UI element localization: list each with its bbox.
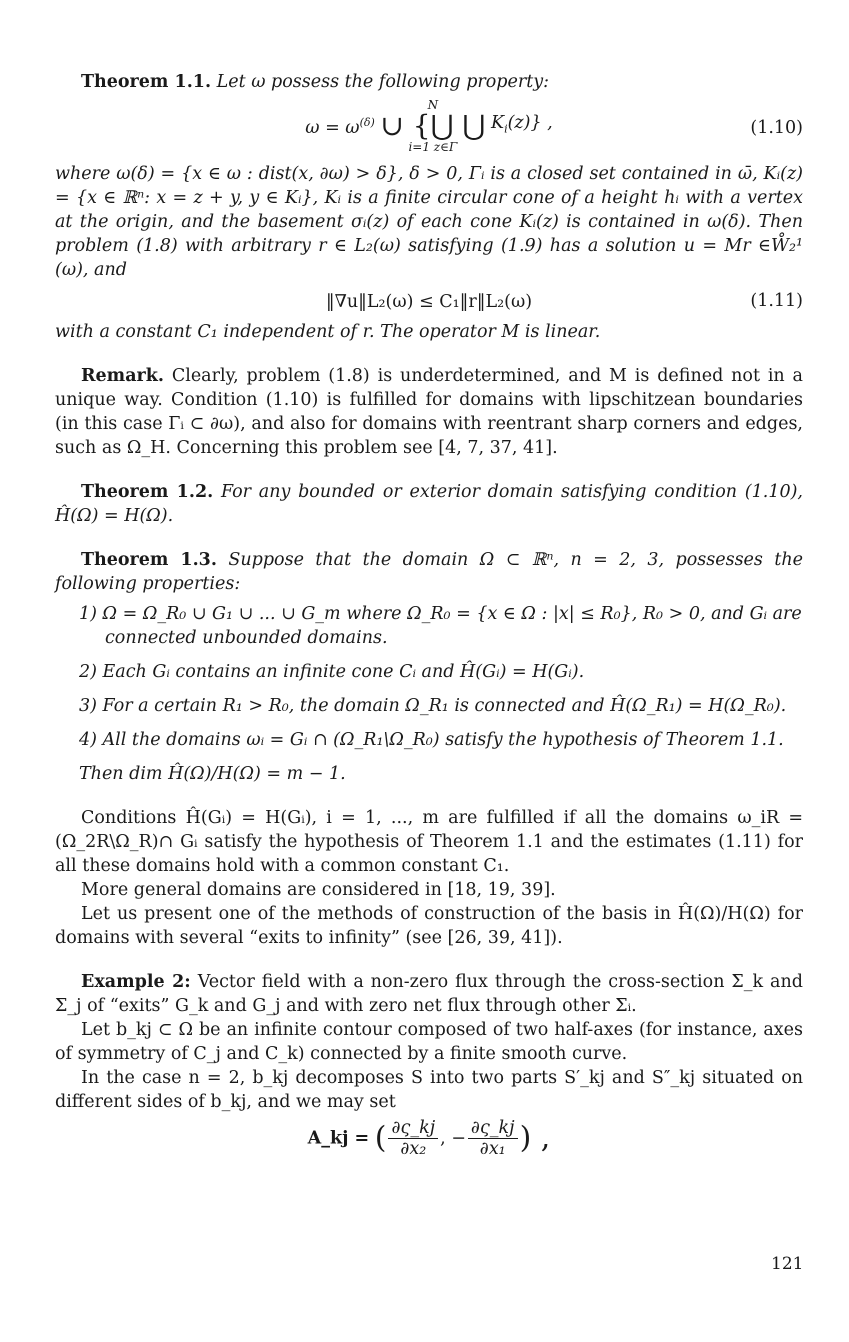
eq-1-10-union-symbols: ∪ {⋃ ⋃ xyxy=(380,109,486,142)
theorem-1-1-body: where ω(δ) = {x ∈ ω : dist(x, ∂ω) > δ}, δ > 0, Γᵢ is a closed set contained in ω̄, Kᵢ(z) = {x ∈ ℝⁿ: x = z + y, y ∈ Kᵢ}, Kᵢ is a finite circular cone of a height hᵢ with a vertex at the origin, and the basement σᵢ(z) of each cone Kᵢ(z) is contained in ω(δ). Then problem (1.8) with arbitrary r ∈ L₂(ω) satisfying (1.9) has a solution u = Mr ∈W̊₂¹ (ω), and xyxy=(55,164,803,280)
conditions-paragraph: Conditions Ĥ(Gᵢ) = H(Gᵢ), i = 1, ..., m are fulfilled if all the domains ω_iR = (Ω_2R\Ω_R)∩ Gᵢ satisfy the hypothesis of Theorem 1.1 and the estimates (1.11) for all these domains hold with a common constant C₁. xyxy=(55,808,803,876)
example-2 xyxy=(55,970,803,1018)
list-item: 4) All the domains ωᵢ = Gᵢ ∩ (Ω_R₁\Ω_R₀) satisfy the hypothesis of Theorem 1.1. xyxy=(79,730,784,750)
theorem-1-2-heading: Theorem 1.2. xyxy=(81,482,214,502)
general-domains-paragraph: More general domains are considered in [18, 19, 39]. xyxy=(81,880,556,900)
eq-1-10-rhs-tail: (z)} , xyxy=(507,112,553,133)
eq-1-10-lhs: ω = ω xyxy=(305,118,360,139)
theorem-1-1-heading: Theorem 1.1. xyxy=(81,72,212,92)
eq-A-kj-num2: ∂ς_kj xyxy=(468,1118,518,1139)
page-body xyxy=(55,70,803,1174)
example-2-heading: Example 2: xyxy=(81,972,191,992)
eq-1-10-sup: (δ) xyxy=(359,116,375,130)
equation-A-kj: A_kj = ( $\frac{\partial\varsigma\_kj}{\text{∂x₂}}$ , − $\frac{\partial\varsigma\_kj}{\text{∂x₁}}$ ) , xyxy=(307,1118,551,1159)
theorem-1-2 xyxy=(55,480,803,528)
eq-A-kj-num1: ∂ς_kj xyxy=(388,1118,438,1139)
remark-text: Clearly, problem (1.8) is underdetermined, and M is defined not in a unique way. Condition (1.10) is fulfilled for domains with lipschitzean boundaries (in this case Γᵢ ⊂ ∂ω), and also for domains with reentrant sharp corners and edges, such as Ω_H. Concerning this problem see [4, 7, 37, 41]. xyxy=(55,366,803,458)
eq-1-10-rhs: K xyxy=(490,112,505,133)
equation-1-10 xyxy=(55,98,803,158)
eq-1-11-number: (1.11) xyxy=(750,291,803,311)
eq-1-10-rhs-sub: i xyxy=(504,122,508,136)
eq-A-kj-den1: ∂x₂ xyxy=(400,1139,427,1159)
list-item: 3) For a certain R₁ > R₀, the domain Ω_R₁ is connected and Ĥ(Ω_R₁) = H(Ω_R₀). xyxy=(79,696,787,716)
equation-1-11 xyxy=(55,286,803,316)
theorem-1-2-text: For any bounded or exterior domain satisfying condition (1.10), Ĥ(Ω) = H(Ω). xyxy=(55,482,803,526)
theorem-1-3-list xyxy=(79,602,803,786)
theorem-1-1-intro: Let ω possess the following property: xyxy=(216,72,550,92)
remark-heading: Remark. xyxy=(81,366,164,386)
eq-1-10-number: (1.10) xyxy=(750,118,803,138)
theorem-1-1 xyxy=(55,70,803,94)
remark-paragraph xyxy=(55,364,803,460)
theorem-1-3 xyxy=(55,548,803,596)
example-2-text: Vector field with a non-zero flux through the cross-section Σ_k and Σ_j of “exits” G_k and G_j and with zero net flux through other Σᵢ. xyxy=(55,972,803,1016)
list-item: 2) Each Gᵢ contains an infinite cone Cᵢ and Ĥ(Gᵢ) = H(Gᵢ). xyxy=(79,662,585,682)
theorem-1-3-conclusion: Then dim Ĥ(Ω)/H(Ω) = m − 1. xyxy=(79,764,346,784)
example-2-contour-paragraph: Let b_kj ⊂ Ω be an infinite contour composed of two half-axes (for instance, axes of symmetry of C_j and C_k) connected by a finite smooth curve. xyxy=(55,1020,803,1064)
eq-1-11-body: ‖∇u‖L₂(ω) ≤ C₁‖r‖L₂(ω) xyxy=(325,292,533,312)
theorem-1-1-closing: with a constant C₁ independent of r. The operator M is linear. xyxy=(55,322,601,342)
eq-1-10-union-top: N xyxy=(427,98,439,112)
eq-A-kj-tail: ) , xyxy=(519,1120,551,1156)
basis-construction-paragraph: Let us present one of the methods of construction of the basis in Ĥ(Ω)/H(Ω) for domains with several “exits to infinity” (see [26, 39, 41]). xyxy=(55,904,803,948)
eq-A-kj-lhs: A_kj = xyxy=(307,1128,370,1149)
eq-1-10-union-bottom: i=1 z∈Γ xyxy=(408,140,458,154)
page-number: 121 xyxy=(771,1254,804,1274)
theorem-1-3-heading: Theorem 1.3. xyxy=(81,550,217,570)
list-item: 1) Ω = Ω_R₀ ∪ G₁ ∪ ... ∪ G_m where Ω_R₀ = {x ∈ Ω : |x| ≤ R₀}, R₀ > 0, and Gᵢ are connected unbounded domains. xyxy=(79,604,802,648)
eq-A-kj-den2: ∂x₁ xyxy=(479,1139,506,1159)
example-2-case-paragraph: In the case n = 2, b_kj decomposes S into two parts S′_kj and S″_kj situated on different sides of b_kj, and we may set xyxy=(55,1068,803,1112)
theorem-1-3-intro: Suppose that the domain Ω ⊂ ℝⁿ, n = 2, 3, possesses the following properties: xyxy=(55,550,803,594)
